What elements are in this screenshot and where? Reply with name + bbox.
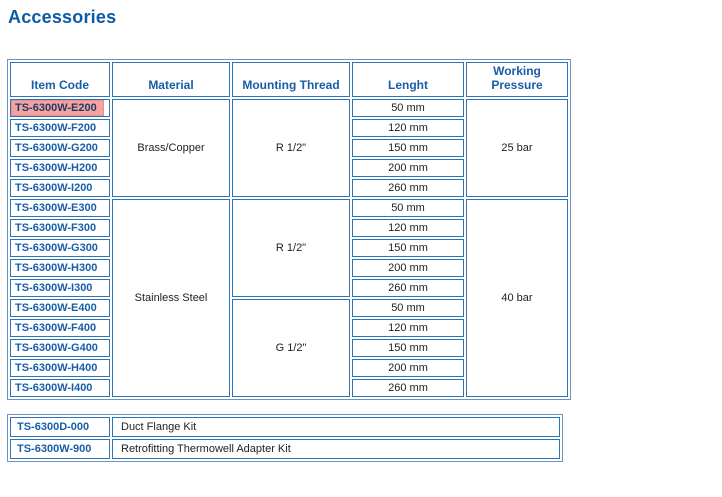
kit-description-cell: Duct Flange Kit	[112, 417, 560, 437]
kits-table	[7, 414, 563, 462]
item-code-cell: TS-6300W-F400	[10, 319, 110, 337]
length-cell: 50 mm	[352, 199, 464, 217]
col-header-material: Material	[112, 62, 230, 97]
length-cell: 150 mm	[352, 339, 464, 357]
search-highlight: TS-6300W-E200	[11, 100, 104, 116]
accessories-table-header	[10, 62, 568, 97]
item-code-cell: TS-6300W-G400	[10, 339, 110, 357]
item-code-cell: TS-6300W-I200	[10, 179, 110, 197]
item-code-cell: TS-6300W-H400	[10, 359, 110, 377]
page-title: Accessories	[8, 7, 117, 27]
mounting-thread-cell: R 1/2"	[232, 199, 350, 297]
length-cell: 50 mm	[352, 99, 464, 117]
kits-table-body	[10, 417, 560, 459]
length-cell: 120 mm	[352, 219, 464, 237]
length-cell: 120 mm	[352, 319, 464, 337]
length-cell: 260 mm	[352, 179, 464, 197]
length-cell: 200 mm	[352, 159, 464, 177]
length-cell: 50 mm	[352, 299, 464, 317]
table-row	[10, 417, 560, 437]
item-code-cell	[10, 99, 110, 117]
table-row	[10, 199, 568, 217]
item-code-cell: TS-6300W-H300	[10, 259, 110, 277]
item-code-cell: TS-6300W-I300	[10, 279, 110, 297]
item-code-cell: TS-6300D-000	[10, 417, 110, 437]
table-row	[10, 439, 560, 459]
length-cell: 200 mm	[352, 359, 464, 377]
length-cell: 150 mm	[352, 139, 464, 157]
length-cell: 200 mm	[352, 259, 464, 277]
mounting-thread-cell: R 1/2"	[232, 99, 350, 197]
item-code-cell: TS-6300W-F200	[10, 119, 110, 137]
item-code-cell: TS-6300W-H200	[10, 159, 110, 177]
item-code-cell: TS-6300W-G200	[10, 139, 110, 157]
mounting-thread-cell: G 1/2"	[232, 299, 350, 397]
col-header-mounting-thread: Mounting Thread	[232, 62, 350, 97]
working-pressure-cell: 25 bar	[466, 99, 568, 197]
item-code-cell: TS-6300W-F300	[10, 219, 110, 237]
material-cell: Brass/Copper	[112, 99, 230, 197]
length-cell: 120 mm	[352, 119, 464, 137]
accessories-table	[7, 59, 571, 400]
working-pressure-cell: 40 bar	[466, 199, 568, 397]
col-header-lenght: Lenght	[352, 62, 464, 97]
item-code-cell: TS-6300W-E400	[10, 299, 110, 317]
item-code-cell: TS-6300W-G300	[10, 239, 110, 257]
table-row	[10, 99, 568, 117]
item-code-cell: TS-6300W-E300	[10, 199, 110, 217]
col-header-working-pressure: Working Pressure	[466, 62, 568, 97]
kit-description-cell: Retrofitting Thermowell Adapter Kit	[112, 439, 560, 459]
length-cell: 260 mm	[352, 379, 464, 397]
col-header-item-code: Item Code	[10, 62, 110, 97]
item-code-cell: TS-6300W-900	[10, 439, 110, 459]
length-cell: 260 mm	[352, 279, 464, 297]
item-code-cell: TS-6300W-I400	[10, 379, 110, 397]
accessories-table-body	[10, 99, 568, 397]
length-cell: 150 mm	[352, 239, 464, 257]
header-row	[10, 62, 568, 97]
material-cell: Stainless Steel	[112, 199, 230, 397]
